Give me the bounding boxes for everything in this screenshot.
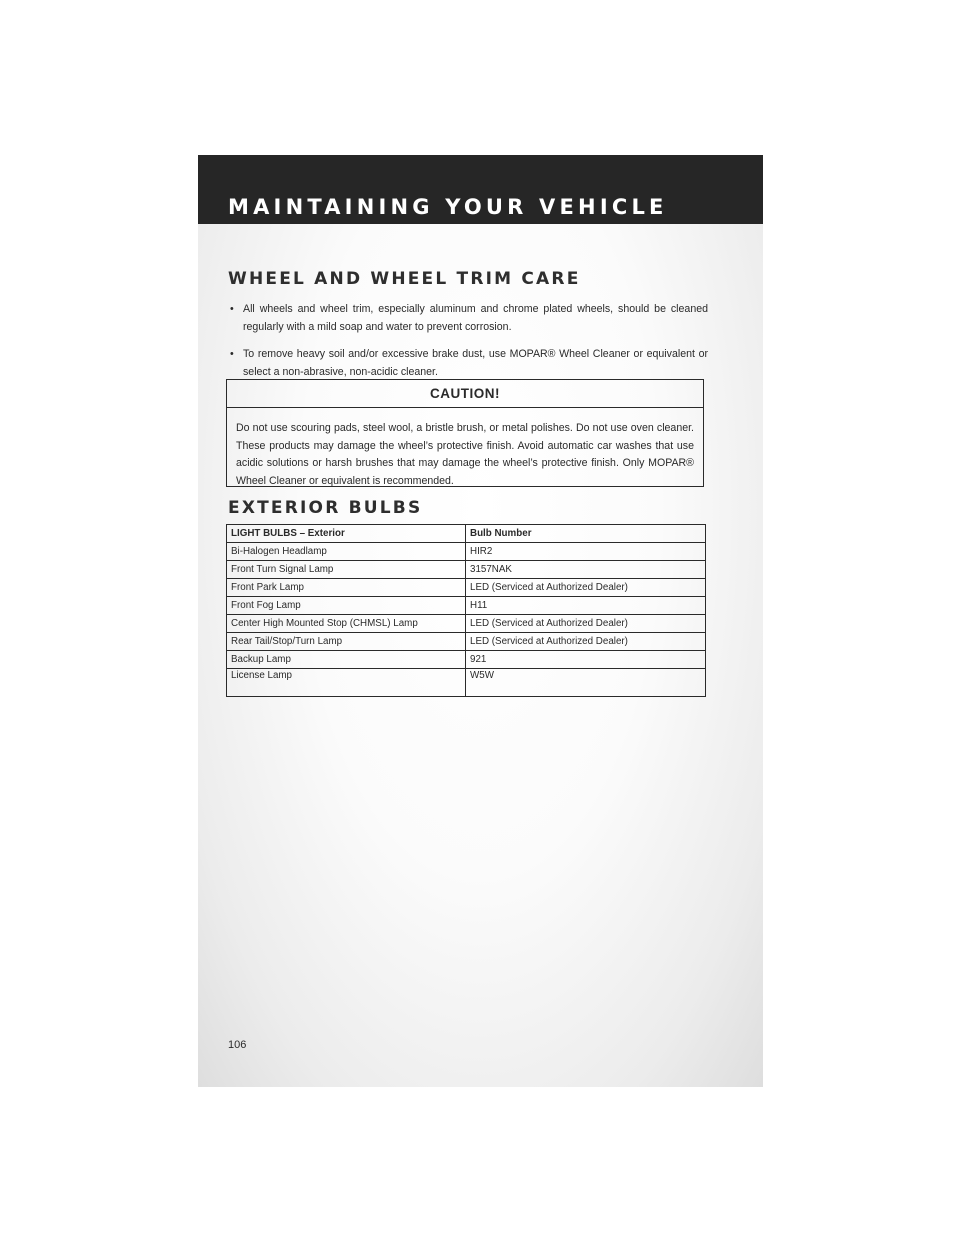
table-row [227,543,706,561]
column-header: LIGHT BULBS – Exterior [227,525,466,543]
bulb-cell: 921 [466,651,706,669]
table-row [227,561,706,579]
page-number: 106 [228,1039,247,1051]
caution-title: CAUTION! [227,380,703,408]
manual-page [198,155,763,1087]
bullet-item: • All wheels and wheel trim, especially aluminum and chrome plated wheels, should be cleaned regularly with a mild soap and water to prevent corrosion. [228,300,708,336]
caution-box [226,379,704,487]
table-row [227,615,706,633]
header-title: MAINTAINING YOUR VEHICLE [228,195,668,219]
wheel-care-bullets [228,300,708,390]
bulb-cell: W5W [466,669,706,697]
bulb-cell: LED (Serviced at Authorized Dealer) [466,615,706,633]
lamp-cell: Center High Mounted Stop (CHMSL) Lamp [227,615,466,633]
bulb-cell: H11 [466,597,706,615]
lamp-cell: Front Turn Signal Lamp [227,561,466,579]
lamp-cell: License Lamp [227,669,466,697]
header-bar [198,155,763,224]
exterior-bulbs-title: EXTERIOR BULBS [228,498,423,518]
lamp-cell: Front Park Lamp [227,579,466,597]
table-row [227,597,706,615]
bullet-item: • To remove heavy soil and/or excessive brake dust, use MOPAR® Wheel Cleaner or equivalent or select a non-abrasive, non-acidic cleaner. [228,345,708,381]
table-row [227,633,706,651]
bulb-cell: HIR2 [466,543,706,561]
caution-text: Do not use scouring pads, steel wool, a bristle brush, or metal polishes. Do not use oven cleaner. These products may damage the wheel’s protective finish. Avoid automatic car washes that use acidic solutions or harsh brushes that may damage the wheel’s protective finish. Only MOPAR® Wheel Cleaner or equivalent is recommended. [236,422,694,487]
bulbs-table [226,524,706,697]
bulb-cell: LED (Serviced at Authorized Dealer) [466,579,706,597]
lamp-cell: Front Fog Lamp [227,597,466,615]
column-header: Bulb Number [466,525,706,543]
lamp-cell: Rear Tail/Stop/Turn Lamp [227,633,466,651]
table-row [227,651,706,669]
table-row [227,579,706,597]
wheel-care-title: WHEEL AND WHEEL TRIM CARE [228,269,581,289]
bulb-cell: LED (Serviced at Authorized Dealer) [466,633,706,651]
table-row [227,669,706,697]
lamp-cell: Backup Lamp [227,651,466,669]
bulb-cell: 3157NAK [466,561,706,579]
lamp-cell: Bi-Halogen Headlamp [227,543,466,561]
table-header-row [227,525,706,543]
